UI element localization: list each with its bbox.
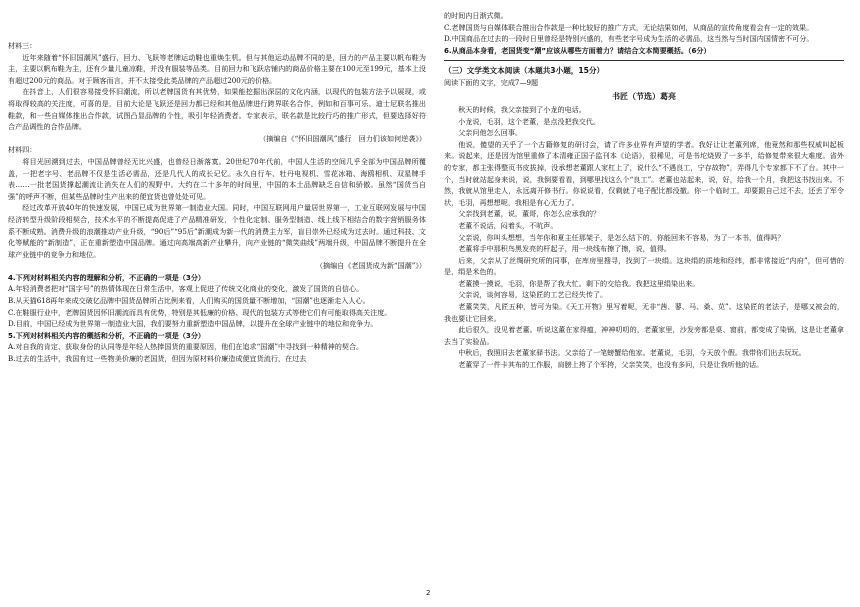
material-3-paragraph: 在抖音上，人们很容易接受怀旧潮流，所以老牌国货有其优势，如果能挖掘出深层的文化内涵，以现代的包装方法予以展现，或将取得较高的关注度，可喜的是，目前大论是飞跃还是回力都已经和其他品牌进行跨界联名合作，例如和百事可乐、迪士尼联名推出鞋款，和一些自媒体推出合作款，试图凸显品牌的个性，吸引年轻消费者。专家表示，联名款是比较行巧的推广形式，但要选择好符合产品调性的合作品牌。 [8, 87, 426, 132]
question-5-option-d: D.中国商品在过去的一段时日里曾经是特别兴盛的，有些老字号成为生活的必需品，这当然与当时国内国情密不可分。 [444, 34, 814, 44]
story-paragraph: 后来，父亲从了丝绸研究所的同事，在库房里搜寻，找到了一块绢。这块绢的质地和经纬，都非常接近“内府”，但可惜的是，绢是米色的。 [444, 255, 844, 277]
question-5: 5.下列对材料相关内容的概括和分析，不正确的一项是（3分） [8, 330, 206, 340]
story-paragraph: 秋天的时候，我父亲接到了小龙的电话。 [458, 104, 586, 114]
material-4-paragraph: 经过改革开放40年的快速发展，中国已成为世界第一制造业大国。同时，中国互联网用户量居世界第一，工业互联网发展与中国经济转型升级阶段相契合，技术水平的不断提高促进了产品精准研发，个性化定制、服务型制造、线上线下相结合的数字营销服务体系不断成熟。消费升级的浪潮推动产业升级，“90后”“95后”新潮成为新一代的消费主力军，盲目崇外已经成为过去时。通过科技、文化等赋能的“新制造”，正在重新塑造中国品牌。通过向高端高新产业攀升，向产业链的“微笑曲线”两端升级，中国品牌不断提升在全球产业链中的竞争力和地位。 [8, 203, 426, 259]
question-6: 6.从商品本身看，老国货变“潮”应该从哪些方面着力？请结合文本简要概括。（6分） [444, 45, 711, 55]
question-4: 4.下列对材料相关内容的理解和分析，不正确的一项是（3分） [8, 272, 206, 282]
question-5-option-c: C.老牌国货与自媒体联合推出合作款是一种比较好的推广方式，无论结果如何，从商品的宣传角度看会有一定的效果。 [444, 22, 814, 32]
section-3-instructions: 阅读下面的文字，完成7—9题 [444, 78, 539, 88]
section-divider [444, 60, 844, 61]
material-3-source: （摘编自《“怀旧国潮风”盛行 回力们该如何逆袭》） [259, 133, 426, 143]
material-4-source: （摘编自《老国货成为新“国潮”》） [315, 261, 426, 271]
story-paragraph: 父亲说，谈何容易，这染匠的工艺已经失传了。 [458, 290, 608, 300]
question-4-option-a: A.年轻消费者把对“国字号”的热情体现在日常生活中，客观上促进了传统文化商业的变化，激发了国货的自信心。 [8, 284, 364, 294]
material-4-paragraph: 将目光回溯到过去，中国品牌曾经无比兴盛，也曾经日渐落寞。20世纪70年代前，中国人生活的空间几乎全部为中国品牌所覆盖，一把老字号、老品牌不仅是生活必需品，还是几代人的成长记忆。永久自行车、牡丹电视机、雪花冰箱、海鸥相机、双星牌手表……一批老国货撑起潮流让消失在人们的视野中。大约在二十多年的时间里，中国的本土品牌缺乏自信和骄傲。虽然“国货当自强”的呼声不断，但某些品牌时生产出来的便宜货也曾处处可见。 [8, 156, 426, 201]
material-3-label: 材料三： [8, 41, 37, 50]
page-number: 2 [426, 589, 431, 597]
story-paragraph: 老董将手中那积鸟黑发亮的杆起子，用一块线布擦了擦，说，值得。 [458, 244, 671, 254]
question-4-option-c: C.在鞋服行业中，老牌国货因怀旧潮流而具有优势，特别是其低廉的价格、现代的包装方式等使它们有可能取得高关注度。 [8, 307, 392, 317]
story-paragraph: 老董摸一摸说，毛羽，你是帮了我大忙。剩下的交给我。我把这里绢染出来。 [458, 278, 700, 288]
story-paragraph: 此后很久，没见着老董。听说这董在家得瘟，神神叨叨的，老董家里，沙发旁都是桌、窗前，都变成了染锅，这是让老董拿去当了实验品。 [444, 325, 844, 346]
story-paragraph: 中秋后，我照旧去老董家驿书法。父亲给了一笔螃蟹给他家。老董说，毛羽，今天放个假。我带你们出去玩玩。 [458, 348, 806, 358]
story-paragraph: 父亲问他怎么回事。 [458, 128, 523, 138]
story-paragraph: 老董不说话，闷着头，不吭声。 [458, 220, 558, 230]
right-column [444, 10, 844, 371]
story-paragraph: 他说，傻望的天乎了一个古籍修复的研讨会，请了许多业界有声望的学者。我好让让老董列席，他竟然和那些权威叫起板来。说起来，还是因为馆里重修了本清雍正国子监刊本《论语》，很稀见，可是书坨烧毁了一多半，给修复带来很大难度。省外的专家，都主张得整页书皮拔掉，没承想老董跟人家杠上了，说什么“不遇良工，宁存故物”，弄得几个专家都下不了台。其中一个，当时就站起身来说，说，我倒要看看，到哪里找这么个“良工”。老董也站起来，说，好，给我一个月，我把这书找出来。不然，我就从馆里走人，永远离开修书行。你说说看，仅剩就了电子配比都没撤。你一个临时工，却要跟自己过不去，还丢了军令状，毛羽，再想想呢，我相是有心无力了。 [444, 139, 844, 207]
story-paragraph: 老董穿了一件卡其布的工作服，肩膀上挎了个军挎，父亲笑笑，也没有多问，只是让我听他的话。 [458, 360, 764, 370]
story-paragraph: 父亲找到老董，说，董哥，你怎么应承我的？ [458, 209, 601, 219]
left-column [8, 40, 426, 365]
story-paragraph: 老董笑笑，凡匠五种，皆可为染。《天工开物》里写着呢，无非“茜、蓼、马、桑、苋”。这染匠的老法子，是哪又被会的，我也要让它回来。 [444, 302, 844, 323]
question-5-option-a: A.对自我的肯定、获取身份的认同等是年轻人热捧国货的重要原因，他们在追求“国潮”中寻找到一种精神的契合。 [8, 342, 364, 352]
question-5-option-b-continued: 的时间内日渐式微。 [444, 11, 508, 20]
question-4-option-d: D.目前，中国已经成为世界第一制造业大国，我们要努力重新塑造中国品牌，以提升在全球产业链中的地位和竞争力。 [8, 319, 378, 329]
question-5-option-b: B.过去的生活中，我国有过一些物美价廉的老国货，但因为原材料价廉造成便宜货流行，在过去 [8, 354, 307, 364]
section-3-heading: （三）文学类文本阅读（本题共3小题，15分） [444, 66, 605, 76]
story-title: 书匠（节选）葛亮 [612, 91, 676, 101]
story-paragraph: 小龙说，毛羽，这个老董，是点没把我交代。 [458, 116, 601, 126]
story-paragraph: 父亲说，你叫头想想，当年你和夏主任那架子，是怎么结下的，你能回来不容易，为了一本书，值得吗？ [458, 232, 785, 242]
material-3-paragraph: 近年来随着“怀旧国潮风”盛行，回力、飞跃等老牌运动鞋也重焕生机。但与其他运动品牌不同的是，回力的产品主要以帆布鞋为主，主要以帆布鞋为主，还有少量儿童凉鞋，并没有服装等品类。目前回力和飞跃店铺内的商品价格主要在100元至199元，基本上没有超过200元的商品。对于顾客而言，并不太接受此类品牌的产品超过200元的价格。 [8, 52, 426, 85]
material-4-label: 材料四： [8, 145, 37, 155]
question-4-option-b: B.从天猫618再年来成交破亿品牌中国货品牌所占比例来看，人们购买的国货量不断增加，“国潮”也逐渐走入人心。 [8, 296, 370, 306]
